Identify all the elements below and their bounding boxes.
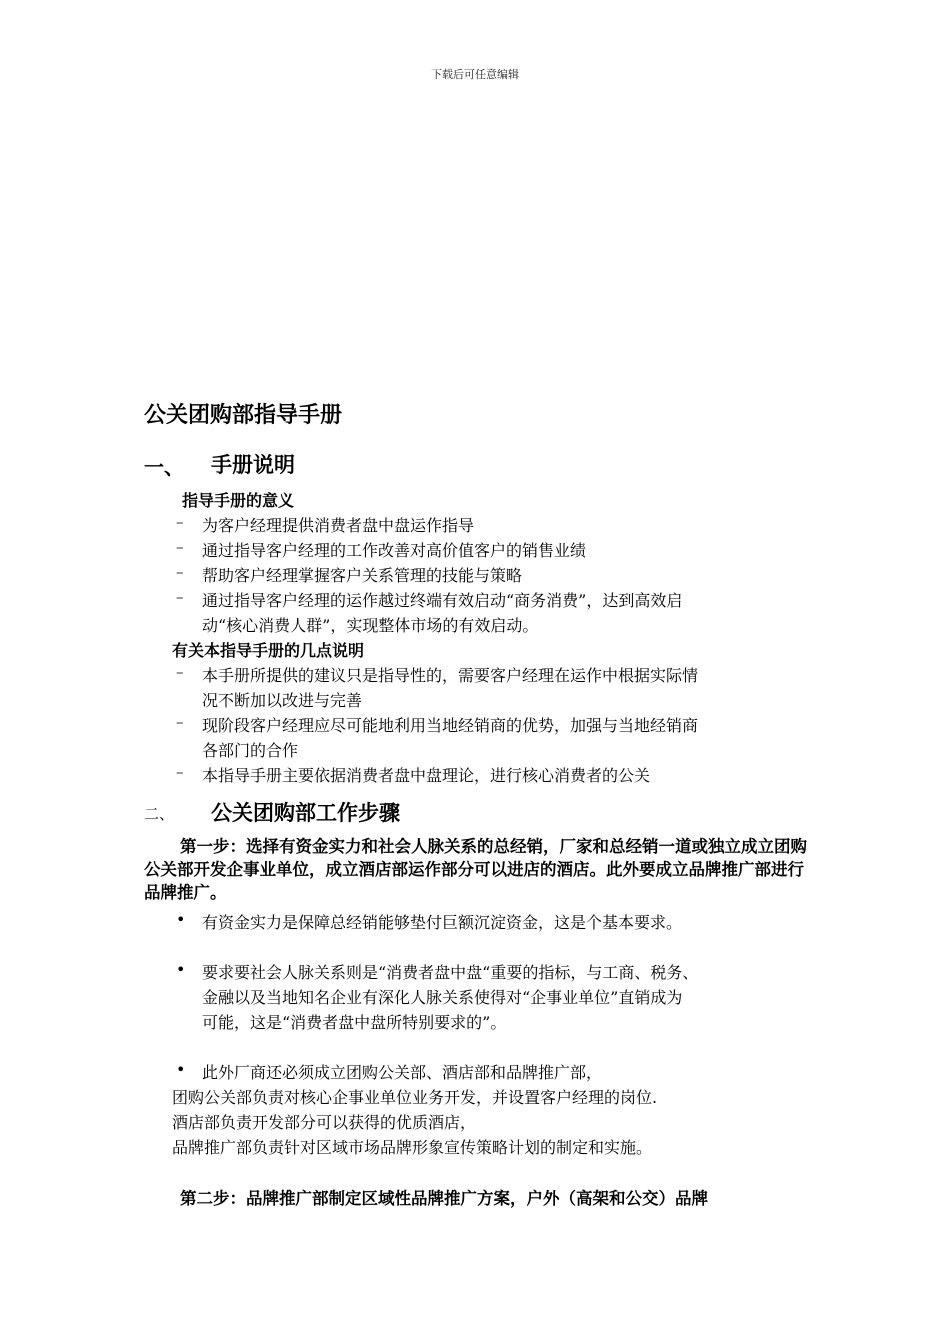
section2-number: 二、 [144,805,175,823]
bullet-item: 有资金实力是保障总经销能够垫付巨额沉淀资金，这是个基本要求。 [202,913,683,932]
bullet-item: 要求要社会人脉关系则是“消费者盘中盘“重要的指标，与工商、税务、 [202,963,699,982]
bullet-marker: • [176,1060,186,1079]
dash-marker: – [176,663,184,681]
section1-number: 一、 [144,455,184,479]
document-title: 公关团购部指导手册 [144,403,343,428]
bullet-marker: • [176,910,186,929]
list-item: 通过指导客户经理的运作越过终端有效启动“商务消费”，达到高效启 [202,591,683,610]
dash-marker: – [176,713,184,731]
dash-marker: – [176,763,184,781]
dash-marker: – [176,513,184,531]
list-item-continuation: 各部门的合作 [202,741,299,760]
plain-line: 酒店部负责开发部分可以获得的优质酒店， [172,1113,477,1132]
dash-marker: – [176,588,184,606]
bullet-marker: • [176,960,186,979]
subsection-notes-title: 有关本指导手册的几点说明 [172,641,365,660]
step1-paragraph: 第一步：选择有资金实力和社会人脉关系的总经销，厂家和总经销一道或独立成立团购公关部开发企事业单位，成立酒店部运作部分可以进店的酒店。此外要成立品牌推广部进行品牌推广。 [144,837,807,902]
step2-paragraph: 第二步：品牌推广部制定区域性品牌推广方案，户外（高架和公交）品牌 [180,1189,708,1208]
section2-title: 公关团购部工作步骤 [211,801,400,825]
plain-line: 团购公关部负责对核心企事业单位业务开发，并设置客户经理的岗位. [172,1088,658,1107]
list-item: 为客户经理提供消费者盘中盘运作指导 [202,516,475,535]
list-item: 本手册所提供的建议只是指导性的，需要客户经理在运作中根据实际情 [202,666,699,685]
plain-line: 品牌推广部负责针对区域市场品牌形象宣传策略计划的制定和实施。 [172,1138,653,1157]
dash-marker: – [176,563,184,581]
bullet-item: 此外厂商还必须成立团购公关部、酒店部和品牌推广部， [202,1063,603,1082]
bullet-item-continuation: 可能，这是“消费者盘中盘所特别要求的”。 [202,1013,507,1032]
header-note: 下载后可任意编辑 [431,68,519,81]
list-item: 通过指导客户经理的工作改善对高价值客户的销售业绩 [202,541,587,560]
list-item: 现阶段客户经理应尽可能地利用当地经销商的优势，加强与当地经销商 [202,716,699,735]
subsection-meaning-title: 指导手册的意义 [182,491,295,510]
section1-title: 手册说明 [211,453,295,477]
list-item: 本指导手册主要依据消费者盘中盘理论，进行核心消费者的公关 [202,766,651,785]
list-item: 帮助客户经理掌握客户关系管理的技能与策略 [202,566,523,585]
list-item-continuation: 况不断加以改进与完善 [202,691,363,710]
bullet-item-continuation: 金融以及当地知名企业有深化人脉关系使得对“企事业单位”直销成为 [202,988,683,1007]
dash-marker: – [176,538,184,556]
list-item-continuation: 动“核心消费人群”，实现整体市场的有效启动。 [202,616,539,635]
